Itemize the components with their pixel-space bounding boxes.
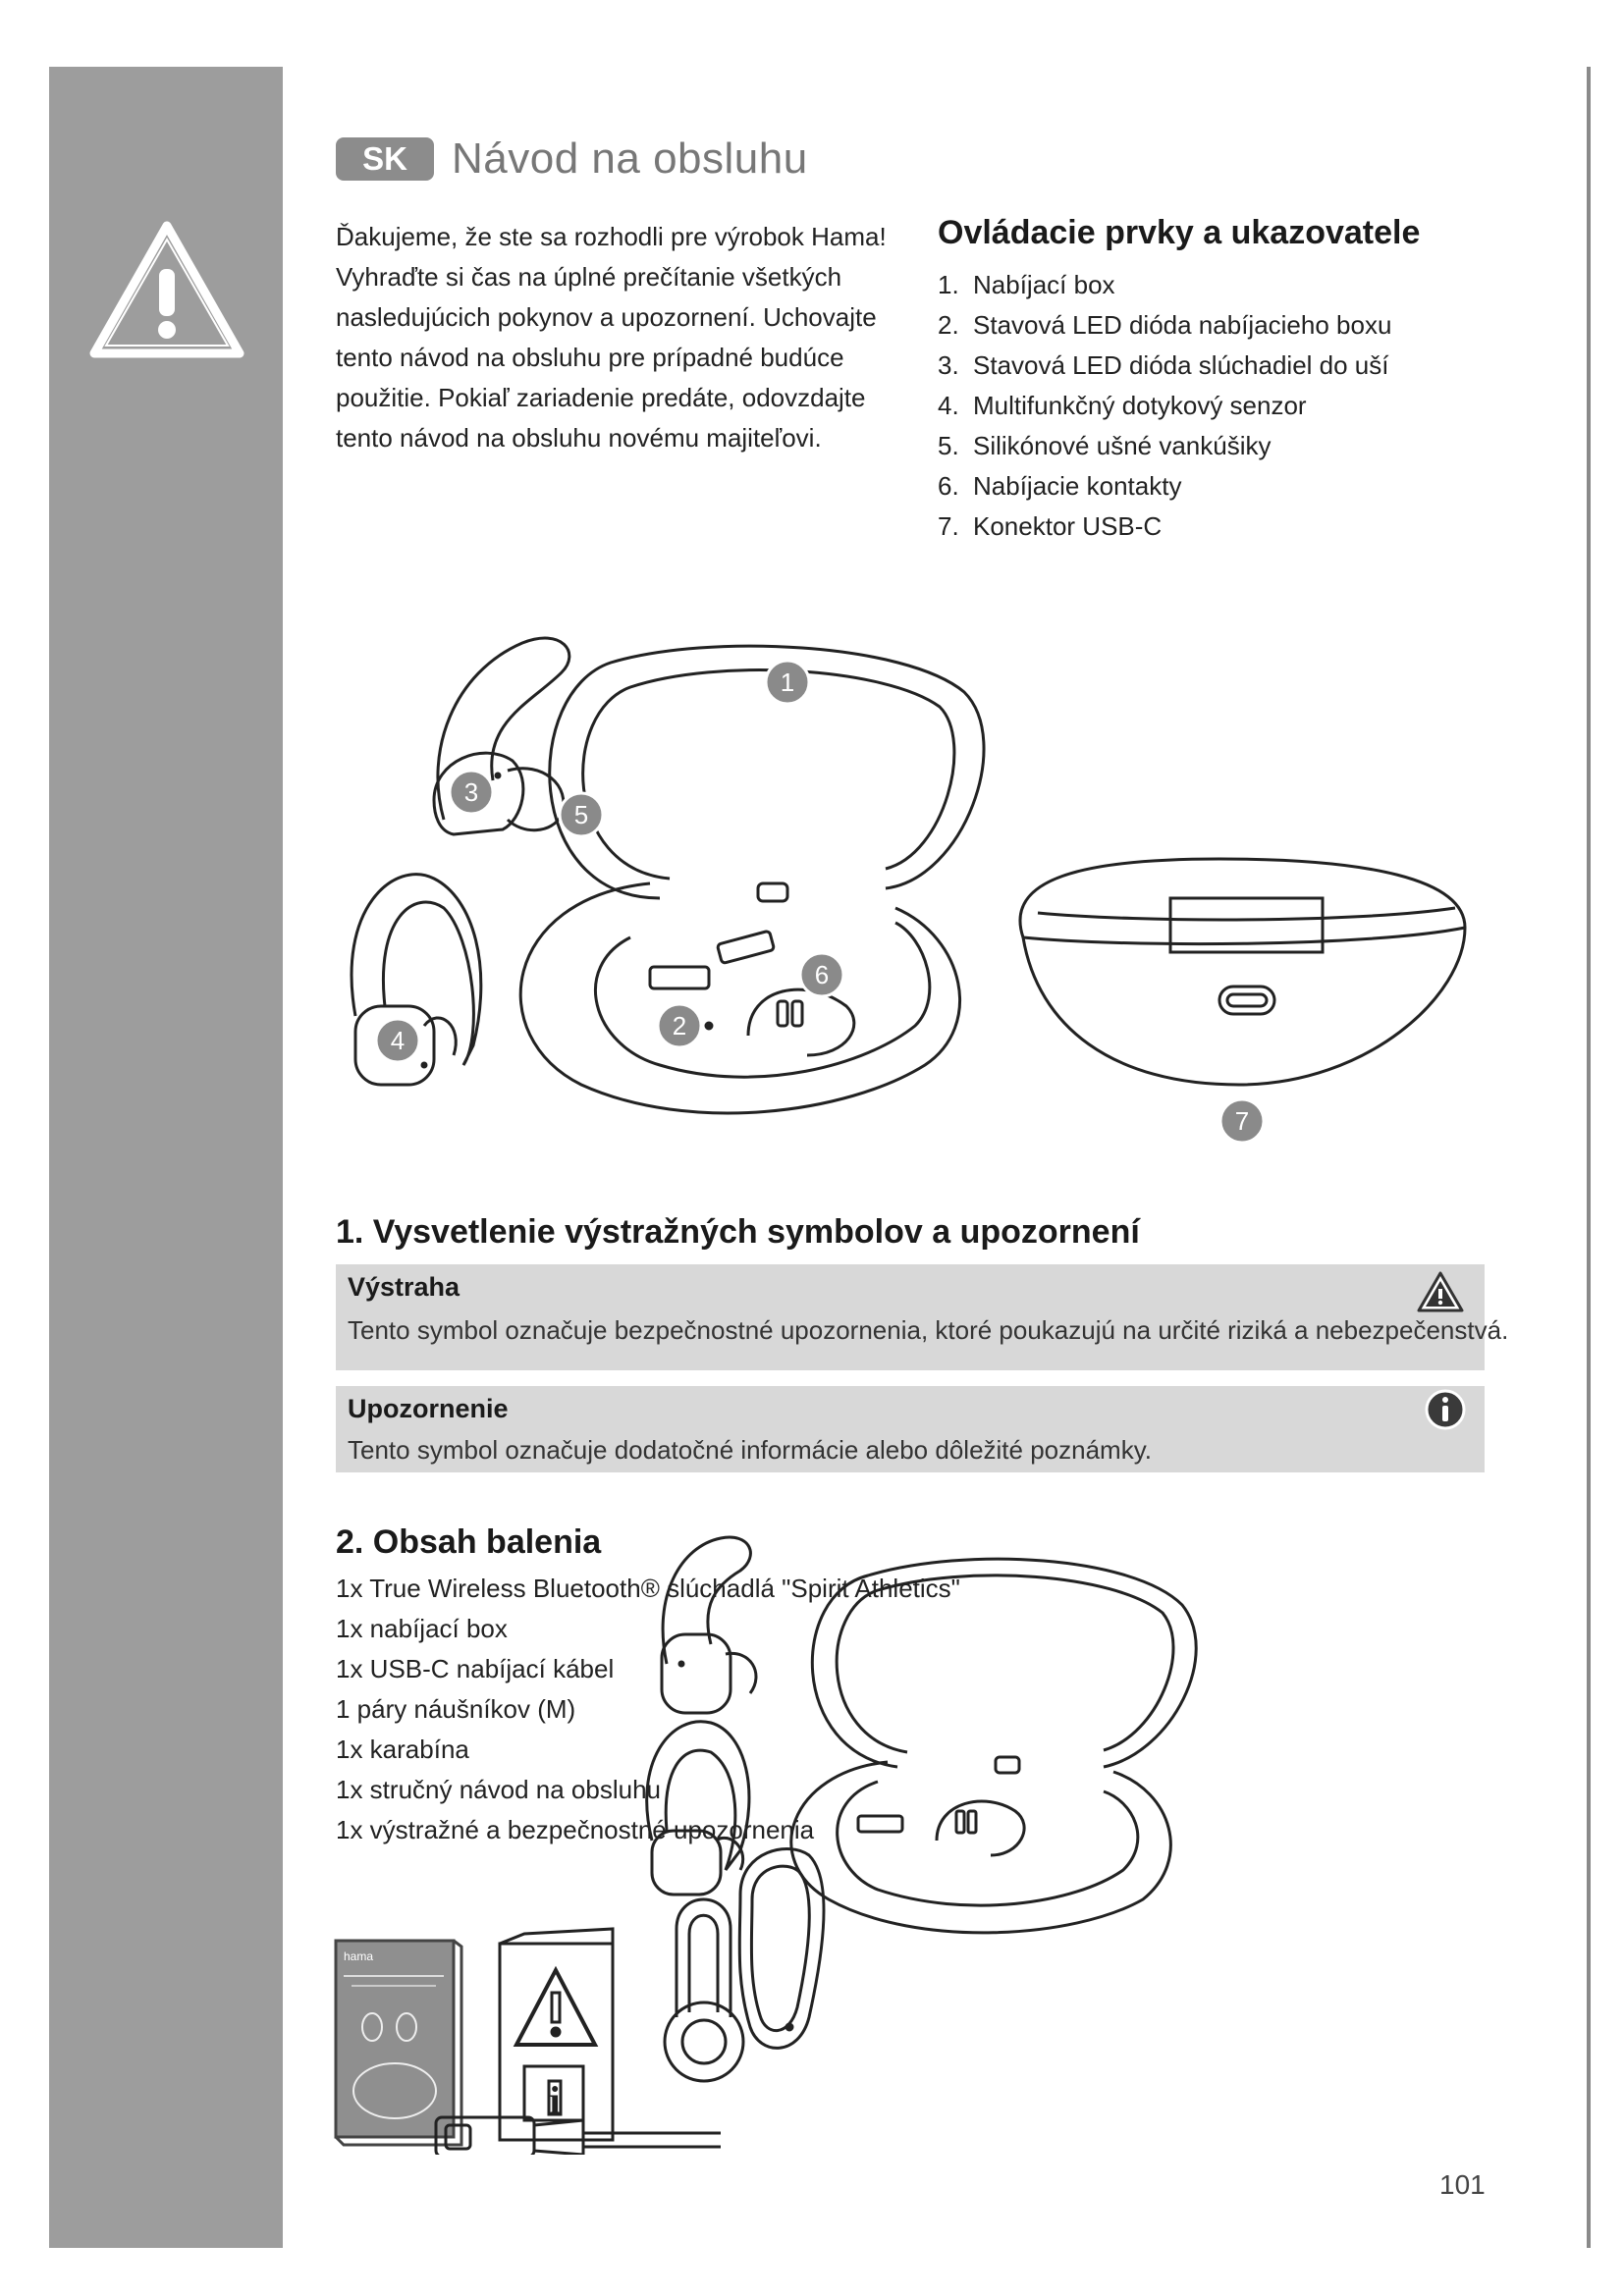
callout-5: [560, 793, 603, 836]
list-item: 2. Stavová LED dióda nabíjacieho boxu: [938, 310, 1392, 340]
earbud-top-drawing-2: [662, 1537, 756, 1713]
callout-3: [450, 771, 493, 814]
usb-c-cable-drawing: [436, 2117, 721, 2155]
svg-text:2: 2: [672, 1011, 687, 1041]
list-item: 1 páry náušníkov (M): [336, 1694, 576, 1724]
callout-6: [800, 953, 843, 996]
callout-4: [376, 1019, 419, 1062]
list-item: 4. Multifunkčný dotykový senzor: [938, 391, 1307, 420]
section2-heading: 2. Obsah balenia: [336, 1523, 602, 1561]
right-margin-rule: [1587, 67, 1591, 2248]
callout-1: [766, 661, 809, 704]
list-item: 1x výstražné a bezpečnostné upozornenia: [336, 1815, 815, 1844]
list-item: 1x stručný návod na obsluhu: [336, 1775, 661, 1804]
warning-box: [336, 1264, 1509, 1370]
list-item: 1x True Wireless Bluetooth® slúchadlá "Spirit Athletics": [336, 1574, 960, 1603]
note-title: Upozornenie: [348, 1394, 509, 1423]
earbud-left-drawing-2: [647, 1722, 749, 1895]
device-parts-illustration: [336, 614, 1494, 1163]
svg-text:hama: hama: [344, 1949, 374, 1963]
list-item: 1x karabína: [336, 1735, 469, 1764]
section1-heading: 1. Vysvetlenie výstražných symbolov a upozornení: [336, 1213, 1140, 1251]
svg-text:i: i: [549, 2078, 561, 2122]
svg-text:4: 4: [390, 1026, 406, 1055]
warning-title: Výstraha: [348, 1272, 460, 1302]
page-title: Návod na obsluhu: [452, 134, 808, 183]
controls-heading: Ovládacie prvky a ukazovatele: [938, 214, 1421, 251]
list-item: 1. Nabíjací box: [938, 270, 1115, 299]
list-item: 1x nabíjací box: [336, 1614, 508, 1643]
list-item: 1x USB-C nabíjací kábel: [336, 1654, 615, 1683]
callout-7: [1220, 1099, 1264, 1143]
page-number: 101: [1439, 2169, 1486, 2200]
warning-triangle-icon: [86, 218, 247, 363]
open-case-drawing-2: [791, 1559, 1196, 1933]
list-item: 5. Silikónové ušné vankúšiky: [938, 431, 1272, 460]
note-box: [336, 1386, 1485, 1472]
closed-case-drawing: [1020, 859, 1465, 1085]
sidebar: [49, 67, 283, 2248]
list-item: 3. Stavová LED dióda slúchadiel do uší: [938, 350, 1389, 380]
svg-text:3: 3: [463, 777, 479, 807]
carabiner-drawing: [739, 1848, 824, 2048]
list-item: 7. Konektor USB-C: [938, 511, 1163, 541]
svg-text:7: 7: [1234, 1106, 1250, 1136]
info-circle-icon: [1424, 1388, 1467, 1431]
intro-paragraph: Ďakujeme, že ste sa rozhodli pre výrobok Hama! Vyhraďte si čas na úplné prečítanie všetkých nasledujúcich pokynov a upozornení. Uchovajte tento návod na obsluhu pre prípadné budúce použitie. Pokiaľ zariadenie predáte, odovzdajte tento návod na obsluhu novému majiteľovi.: [336, 222, 887, 453]
note-text: Tento symbol označuje dodatočné informácie alebo dôležité poznámky.: [348, 1435, 1152, 1465]
svg-text:5: 5: [573, 800, 589, 829]
warning-text: Tento symbol označuje bezpečnostné upozornenia, ktoré poukazujú na určité riziká a nebezpečenstvá.: [348, 1315, 1509, 1345]
controls-list: [938, 265, 1391, 547]
ear-tips-drawing: [665, 1899, 743, 2081]
safety-leaflet-drawing: [500, 1929, 613, 2140]
callout-2: [658, 1004, 701, 1047]
package-contents-illustration: [328, 1517, 1496, 2155]
manual-booklet-drawing: [336, 1941, 461, 2145]
svg-text:6: 6: [814, 960, 830, 989]
warning-triangle-icon: [1416, 1270, 1465, 1313]
list-item: 6. Nabíjacie kontakty: [938, 471, 1182, 501]
page-header: [336, 134, 808, 184]
language-badge: SK: [336, 137, 434, 181]
svg-text:1: 1: [780, 667, 795, 697]
open-case-drawing: [520, 646, 984, 1113]
